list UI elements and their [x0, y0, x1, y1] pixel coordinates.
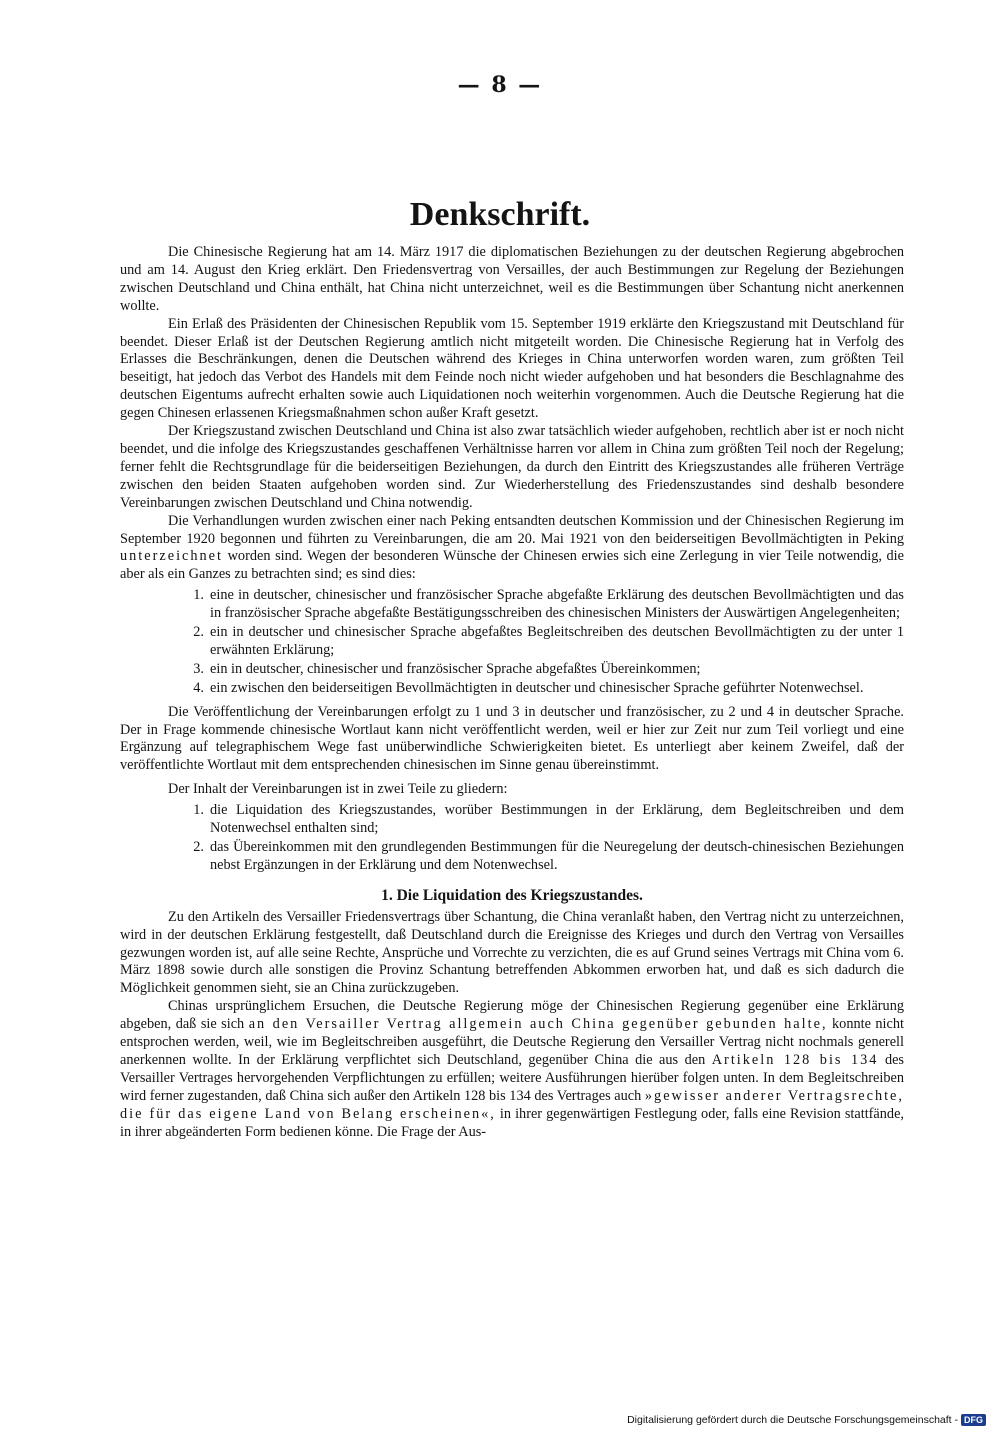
paragraph: Zu den Artikeln des Versailler Friedensvertrags über Schantung, die China veranlaßt haben, den Vertrag nicht zu unterzeichnen, wird in der deutschen Erklärung festgestellt, daß Deutschland durch die Ereignisse des Krieges und durch den Vertrag von Versailles gezwungen worden ist, auf alle seine Rechte, Ansprüche und Vorrechte zu verzichten, die es auf Grund seines Vertrags mit China vom 6. März 1898 sowie durch alle sonstigen die Provinz Schantung betreffenden Abkommen erworben hat, und daß es sich dadurch die Möglichkeit genommen sieht, sie an China zurückzugeben.	[120, 908, 904, 997]
paragraph: Der Inhalt der Vereinbarungen ist in zwei Teile zu gliedern:	[168, 781, 508, 798]
list-number: 2.	[193, 839, 204, 855]
dfg-logo: DFG	[961, 1414, 986, 1426]
paragraph	[120, 998, 904, 1141]
paragraph-text: Die Verhandlungen wurden zwischen einer nach Peking entsandten deutschen Kommission und der Chinesischen Regierung im September 1920 begonnen und führten zu Vereinbarungen, die am 20. Mai 1921 von den beiderseitigen Bevollmächtigten in Peking	[120, 512, 904, 547]
paragraph-text: Chinas ursprünglichem Ersuchen, die Deutsche Regierung möge der Chinesischen Regierung gegenüber eine Erklärung abgeben, daß sie sich	[120, 998, 904, 1033]
paragraph: Ein Erlaß des Präsidenten der Chinesischen Republik vom 15. September 1919 erklärte den Kriegszustand mit Deutschland für beendet. Dieser Erlaß ist der Deutschen Regierung amtlich nicht mitgeteilt worden. Die Chinesische Regierung hat in Verfolg des Erlasses die Beschränkungen, denen die Deutschen während des Krieges in China unterworfen worden waren, zum größten Teil beseitigt, hat jedoch das Verbot des Handels mit dem Feinde noch nicht wieder aufgehoben und hat besonders die Beschlagnahme des deutschen Eigentums aufrecht erhalten sowie auch Liquidationen noch weiterhin vorgenommen. Auch die Deutsche Regierung hat die gegen Chinesen erlassenen Kriegsmaßnahmen schon außer Kraft gesetzt.	[120, 315, 904, 422]
list-text: ein in deutscher, chinesischer und französischer Sprache abgefaßtes Übereinkommen;	[210, 660, 701, 677]
document-title: Denkschrift.	[409, 196, 591, 233]
agreement-parts-list	[120, 587, 904, 697]
paragraph-text: in ihrer gegenwärtigen Festlegung oder, falls eine Revision stattfände, in ihrer abgeänderten Form bedienen könne. Die Frage der Aus-	[120, 1105, 904, 1140]
paragraph-text: worden sind. Wegen der besonderen Wünsche der Chinesen erwies sich eine Zerlegung in vier Teile notwendig, die aber als ein Ganzes zu betrachten sind; es sind dies:	[120, 548, 905, 583]
list-number: 1.	[193, 587, 204, 604]
list-item	[120, 839, 904, 875]
emphasized-text: Artikeln 128 bis 134	[711, 1051, 879, 1068]
body-text	[120, 244, 904, 1142]
list-number: 2.	[193, 624, 204, 641]
list-number: 4.	[193, 679, 204, 696]
paragraph: Der Kriegszustand zwischen Deutschland und China ist also zwar tatsächlich wieder aufgehoben, rechtlich aber ist er noch nicht beendet, und die infolge des Kriegszustandes geschaffenen Verhältnisse harren vor allem in China zum größten Teil noch der Regelung; ferner fehlt die Rechtsgrundlage für die beiderseitigen Beziehungen, da durch den Eintritt des Kriegszustandes alle früheren Verträge zwischen den beiden Staaten aufgehoben worden sind. Zur Wiederherstellung des Friedenszustandes sind deshalb besondere Vereinbarungen zwischen Deutschland und China notwendig.	[120, 423, 904, 511]
paragraph	[120, 513, 904, 585]
list-text: ein in deutscher und chinesischer Sprache abgefaßtes Begleitschreiben des deutschen Bevollmächtigten zu der unter 1 erwähnten Erklärung;	[210, 624, 904, 658]
paragraph-text: des Versailler Vertrages hervorgehenden Verpflichtungen zu erfüllen; weitere Ausführungen hierüber folgen unten. In dem Begleitschreiben wird ferner zugestanden, daß China sich außer den Artikeln 128 bis 134 des Vertrages auch	[120, 1051, 904, 1104]
list-text: ein zwischen den beiderseitigen Bevollmächtigten in deutscher und chinesischer Sprache geführter Notenwechsel.	[210, 679, 864, 696]
emphasized-text: unterzeichnet	[120, 548, 223, 565]
content-division-list	[120, 802, 904, 875]
list-item	[120, 680, 904, 698]
paragraph: Die Chinesische Regierung hat am 14. März 1917 die diplomatischen Beziehungen zu der deutschen Regierung abgebrochen und am 14. August den Krieg erklärt. Den Friedensvertrag von Versailles, der auch Bestimmungen zur Regelung der Beziehungen zwischen Deutschland und China enthält, hat China nicht unterzeichnet, weil es die Bestimmungen über Schantung nicht anerkennen wollte.	[120, 244, 904, 314]
page-number: — 8 —	[457, 72, 543, 98]
list-number: 1.	[193, 802, 204, 819]
paragraph: Die Veröffentlichung der Vereinbarungen erfolgt zu 1 und 3 in deutscher und französischer, zu 2 und 4 in deutscher Sprache. Der in Frage kommende chinesische Wortlaut kann nicht veröffentlicht werden, weil er hier zur Zeit nur zum Teil vorliegt und eine Ergänzung auf telegraphischem Wege fast unüberwindliche Schwierigkeiten bietet. Es unterliegt aber keinem Zweifel, daß der veröffentlichte Wortlaut mit dem entsprechenden chinesischen im Sinne genau übereinstimmt.	[120, 703, 904, 774]
list-item	[120, 624, 904, 660]
list-item	[120, 587, 904, 623]
footer-text: Digitalisierung gefördert durch die Deutsche Forschungsgemeinschaft -	[627, 1414, 958, 1426]
footer	[627, 1414, 986, 1426]
list-number: 3.	[193, 660, 204, 677]
emphasized-text: »gewisser anderer Vertragsrechte, die für das eigene Land von Belang erscheinen«,	[120, 1087, 904, 1122]
emphasized-text: an den Versailler Vertrag allgemein auch China gegenüber gebunden halte,	[248, 1016, 828, 1033]
list-item	[120, 661, 904, 679]
list-text: eine in deutscher, chinesischer und französischer Sprache abgefaßte Erklärung des deutschen Bevollmächtigten und das in französischer Sprache abgefaßte Bestätigungsschreiben des chinesischen Ministers der Auswärtigen Angelegenheiten;	[210, 587, 904, 622]
paragraph-text: konnte nicht entsprochen werden, weil, wie im Begleitschreiben ausgeführt, die Deutsche Regierung den Versailler Vertrag nicht nochmals generell anerkennen wollte. In der Erklärung verpflichtet sich Deutschland, gegenüber China die aus den	[120, 1016, 904, 1068]
list-text: die Liquidation des Kriegszustandes, worüber Bestimmungen in der Erklärung, dem Begleitschreiben und dem Notenwechsel enthalten sind;	[210, 802, 904, 837]
section-heading: 1. Die Liquidation des Kriegszustandes.	[381, 886, 643, 904]
list-text: das Übereinkommen mit den grundlegenden Bestimmungen für die Neuregelung der deutsch-chinesischen Beziehungen nebst Ergänzungen in der Erklärung und dem Notenwechsel.	[210, 839, 904, 873]
list-item	[120, 802, 904, 838]
